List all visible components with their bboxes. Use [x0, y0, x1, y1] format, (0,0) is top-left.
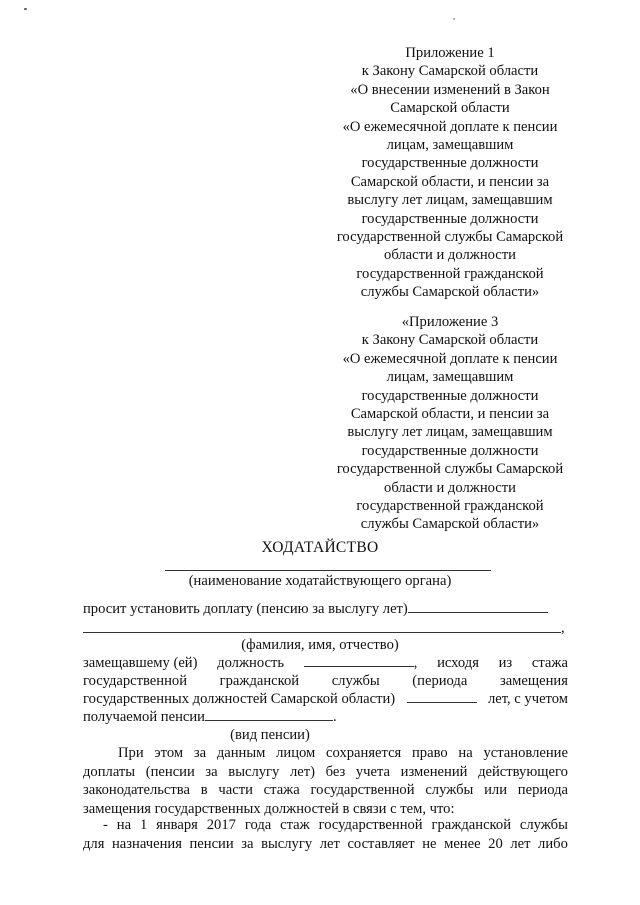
- paragraph-word: установление: [483, 745, 568, 761]
- fio-comma: ,: [561, 620, 565, 636]
- form-word: службы: [331, 673, 380, 689]
- paragraph-word: сохраняется: [326, 745, 402, 761]
- appendix-line: «О ежемесячной доплате к пенсии: [342, 350, 558, 367]
- paragraph-line: [83, 763, 568, 781]
- paragraph-word: 2017: [206, 817, 236, 833]
- form-row-1: [83, 654, 568, 672]
- paragraph-word: лет: [510, 835, 531, 852]
- paragraph-word: государственной: [318, 817, 423, 833]
- paragraph-word: не: [422, 835, 437, 852]
- row3-end: лет, с учетом: [487, 691, 568, 707]
- organ-name-line: [165, 570, 491, 571]
- row3-start: государственных должностей Самарской области): [83, 691, 396, 707]
- appendix-line: службы Самарской области»: [360, 284, 540, 301]
- scan-speck: [453, 18, 455, 20]
- paragraph-word: стажа: [263, 782, 300, 799]
- form-word: должность: [217, 655, 285, 671]
- paragraph-word: стаж: [280, 817, 310, 833]
- requests-line: [83, 600, 568, 618]
- paragraph-word: за: [241, 835, 254, 852]
- paragraph-word: 1: [139, 817, 148, 833]
- requests-text: просит установить доплату (пенсию за выслугу лет): [83, 601, 408, 617]
- position-blank-group: [304, 654, 418, 672]
- fio-caption: (фамилия, имя, отчество): [241, 637, 399, 653]
- paragraph-word: выслугу: [228, 763, 280, 780]
- paragraph-word: составляет: [347, 835, 415, 852]
- organ-caption: (наименование ходатайствующего органа): [188, 573, 452, 589]
- form-word: замещавшему (ей): [83, 655, 198, 671]
- appendix-line: государственные должности: [361, 210, 539, 227]
- appendix-line: лицам, замещавшим: [386, 369, 514, 386]
- paragraph-word: части: [218, 782, 253, 799]
- appendix-line: «Приложение 3: [401, 314, 499, 330]
- appendix-line: к Закону Самарской области: [361, 63, 539, 80]
- paragraph-word: лицом: [276, 745, 316, 761]
- form-row-2: [83, 672, 568, 690]
- appendix-line: области и должности: [384, 479, 516, 496]
- paragraph-word: января: [156, 817, 198, 833]
- service-years-blank: [407, 690, 477, 703]
- appendix-line: «О внесении изменений в Закон: [350, 81, 550, 98]
- appendix-3-heading: [320, 313, 580, 534]
- paragraph-word: выслугу: [261, 835, 313, 852]
- pension-amount-blank: [408, 600, 548, 613]
- paragraph-word: либо: [538, 835, 568, 852]
- paragraph-line: [103, 816, 568, 834]
- scan-speck: [24, 8, 27, 10]
- paragraph-word: на: [458, 745, 473, 761]
- form-title: ХОДАТАЙСТВО: [261, 539, 379, 556]
- appendix-line: государственные должности: [361, 387, 539, 404]
- paragraph-word: гражданской: [431, 817, 512, 833]
- paragraph-word: изменений: [400, 763, 468, 780]
- form-word: стажа: [531, 655, 568, 671]
- paragraph-word: (пенсии: [145, 763, 195, 780]
- paragraph-word: службы: [519, 817, 568, 833]
- form-word: ,: [413, 655, 418, 671]
- form-word: из: [498, 655, 513, 671]
- paragraph-word: пенсии: [189, 835, 234, 852]
- form-row-4: [83, 708, 568, 726]
- row4-start: получаемой пенсии: [83, 709, 205, 725]
- paragraph-word: за: [205, 763, 218, 780]
- paragraph-word: для: [83, 835, 105, 852]
- row4-end: .: [332, 709, 337, 725]
- appendix-line: Самарской области: [390, 100, 510, 117]
- paragraph-word: менее: [444, 835, 481, 852]
- appendix-line: государственные должности: [361, 442, 539, 459]
- paragraph-line: [83, 835, 568, 853]
- paragraph-word: действующего: [478, 763, 568, 780]
- paragraph-word: -: [103, 817, 108, 833]
- fio-line: [83, 632, 561, 633]
- appendix-line: области и должности: [384, 247, 516, 264]
- appendix-line: государственные должности: [361, 155, 539, 172]
- paragraph-word: лет: [319, 835, 340, 852]
- paragraph-word: доплаты: [83, 763, 136, 780]
- form-word: исходя: [437, 655, 479, 671]
- form-word: государственной: [83, 673, 188, 689]
- paragraph-word: законодательства: [83, 782, 190, 799]
- appendix-1-heading: [320, 44, 580, 302]
- appendix-line: «О ежемесячной доплате к пенсии: [342, 118, 558, 135]
- paragraph-word: этом: [154, 745, 184, 761]
- paragraph-word: периода: [517, 782, 568, 799]
- pension-type-caption: (вид пенсии): [230, 727, 310, 743]
- paragraph-word: года: [244, 817, 272, 833]
- form-word: гражданской: [219, 673, 300, 689]
- paragraph-word: на: [116, 817, 132, 833]
- paragraph-word: службы: [425, 782, 474, 799]
- paragraph-line: [118, 744, 568, 762]
- paragraph-word: или: [484, 782, 508, 799]
- paragraph-word: государственной: [310, 782, 415, 799]
- form-word: замещения: [499, 673, 568, 689]
- pension-type-blank: [205, 708, 333, 721]
- paragraph-word: без: [325, 763, 346, 780]
- paragraph-word: за: [193, 745, 207, 761]
- form-row-3: [83, 690, 568, 708]
- appendix-line: лицам, замещавшим: [386, 137, 514, 154]
- paragraph-word: замещения государственных должностей в связи с тем, что:: [83, 800, 455, 817]
- paragraph-word: При: [118, 745, 144, 761]
- paragraph-word: назначения: [112, 835, 182, 852]
- position-blank: [304, 654, 414, 667]
- paragraph-word: 20: [488, 835, 503, 852]
- appendix-line: службы Самарской области»: [360, 516, 540, 533]
- appendix-line: выслугу лет лицам, замещавшим: [347, 424, 553, 441]
- appendix-line: государственной службы Самарской: [336, 461, 564, 478]
- paragraph-word: учета: [355, 763, 391, 780]
- paragraph-word: данным: [216, 745, 266, 761]
- paragraph-word: лет): [289, 763, 315, 780]
- form-word: (периода: [412, 673, 468, 689]
- appendix-line: государственной гражданской: [356, 265, 544, 282]
- paragraph-line: [83, 781, 568, 799]
- paragraph-word: право: [412, 745, 448, 761]
- paragraph-word: в: [200, 782, 208, 799]
- appendix-line: Приложение 1: [405, 45, 495, 61]
- appendix-line: выслугу лет лицам, замещавшим: [347, 192, 553, 209]
- appendix-line: Самарской области, и пенсии за: [350, 173, 550, 190]
- appendix-line: государственной службы Самарской: [336, 229, 564, 246]
- appendix-line: государственной гражданской: [356, 498, 544, 515]
- appendix-line: Самарской области, и пенсии за: [350, 406, 550, 423]
- appendix-line: к Закону Самарской области: [361, 332, 539, 349]
